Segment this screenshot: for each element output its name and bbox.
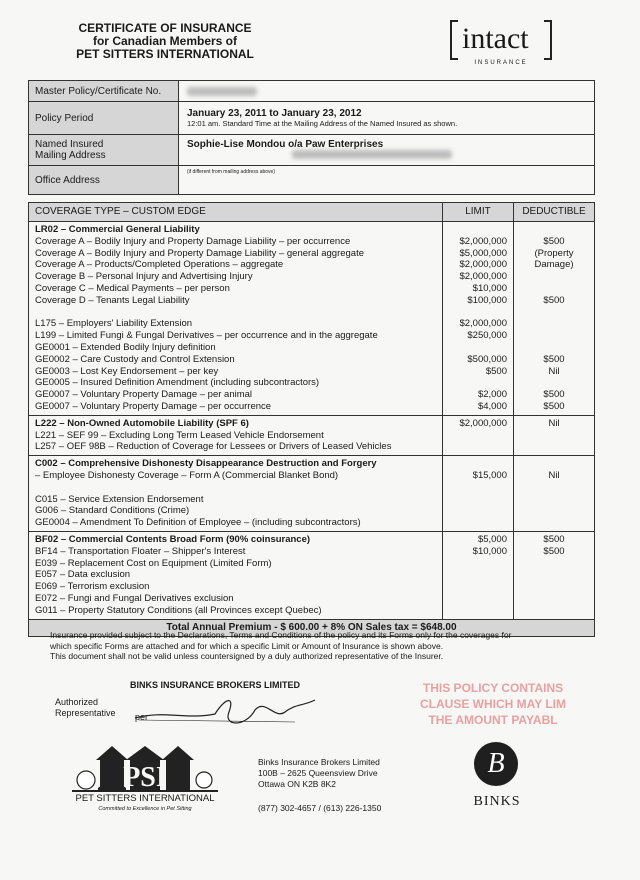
broker-address: Binks Insurance Brokers Limited 100B – 2625 Queensview Drive Ottawa ON K2B 8K2 <box>258 757 380 789</box>
binks-monogram: B <box>474 742 518 786</box>
coverage-limit: $2,000,000 <box>459 417 507 429</box>
coverage-line: GE0004 – Amendment To Definition of Employee – (including subcontractors) <box>35 517 361 529</box>
coverage-limit <box>443 224 513 236</box>
title-line-3: PET SITTERS INTERNATIONAL <box>76 47 254 61</box>
coverage-limit <box>443 430 513 442</box>
coverage-limit: $2,000,000 <box>459 235 507 247</box>
coverage-deductible <box>514 458 594 470</box>
coverage-limit <box>443 458 513 470</box>
coverage-line: GE0005 – Insured Definition Amendment (including subcontractors) <box>35 377 320 389</box>
redacted-mailing-address <box>292 150 452 159</box>
coverage-line <box>35 482 442 494</box>
intact-logo-word: intact <box>462 22 529 55</box>
coverage-deductible <box>514 283 594 295</box>
psi-tagline: Committed to Excellence in Pet Sitting <box>98 806 192 812</box>
coverage-limit <box>443 482 513 494</box>
coverage-deductible: $500 <box>543 545 565 557</box>
coverage-line: LR02 – Commercial General Liability <box>35 224 200 235</box>
fine-print <box>50 630 595 662</box>
coverage-deductible <box>514 558 594 570</box>
title-line-1: CERTIFICATE OF INSURANCE <box>78 21 252 35</box>
coverage-deductible <box>514 494 594 506</box>
coverage-deductible: Damage) <box>534 259 574 271</box>
coverage-deductible <box>514 593 594 605</box>
total-premium: Total Annual Premium - $ 600.00 + 8% ON Sales tax = $648.00 <box>29 620 594 636</box>
coverage-section-auto <box>29 416 594 456</box>
coverage-line: G011 – Property Statutory Conditions (all Provinces except Quebec) <box>35 604 322 616</box>
coverage-line: C002 – Comprehensive Dishonesty Disappearance Destruction and Forgery <box>35 458 377 470</box>
coverage-limit <box>443 377 513 389</box>
coverage-line: GE0002 – Care Custody and Control Extension <box>35 353 235 365</box>
coverage-line: Coverage A – Bodily Injury and Property Damage Liability – per occurrence <box>35 235 351 247</box>
coverage-deductible: $500 <box>543 533 565 545</box>
coverage-limit <box>443 517 513 529</box>
office-address-label: Office Address <box>29 166 179 194</box>
coverage-limit <box>443 494 513 506</box>
named-insured-label: Named Insured <box>35 139 104 150</box>
coverage-limit <box>443 569 513 581</box>
coverage-deductible <box>514 482 594 494</box>
coverage-type-header: COVERAGE TYPE – CUSTOM EDGE <box>29 203 443 221</box>
coverage-deductible <box>514 377 594 389</box>
coverage-limit: $5,000,000 <box>459 247 507 259</box>
pet-sitters-international-logo <box>70 738 220 828</box>
coverage-deductible <box>514 430 594 442</box>
coverage-deductible: Nil <box>548 365 560 377</box>
coverage-line: E039 – Replacement Cost on Equipment (Limited Form) <box>35 557 272 569</box>
coverage-limit <box>443 505 513 517</box>
title-line-2: for Canadian Members of <box>92 34 238 48</box>
mailing-address-label: Mailing Address <box>35 150 106 161</box>
coverage-line: Coverage A – Products/Completed Operations – aggregate <box>35 259 284 271</box>
coverage-deductible <box>514 271 594 283</box>
coverage-limit: $10,000 <box>472 282 507 294</box>
coverage-line: GE0001 – Extended Bodily Injury definition <box>35 341 216 353</box>
coverage-limit <box>443 605 513 617</box>
coverage-limit: $500,000 <box>467 353 507 365</box>
certificate-title <box>60 22 270 61</box>
coverage-limit <box>443 441 513 453</box>
policy-period-note: 12:01 am. Standard Time at the Mailing Address of the Named Insured as shown. <box>187 119 458 128</box>
coverage-limit <box>443 581 513 593</box>
redacted-policy-number <box>187 87 257 96</box>
office-address-note: (if different from mailing address above) <box>187 169 276 175</box>
coverage-line: L221 – SEF 99 – Excluding Long Term Leased Vehicle Endorsement <box>35 429 324 441</box>
binks-wordmark: BINKS <box>473 794 521 809</box>
coverage-deductible <box>514 517 594 529</box>
coverage-section-general-liability <box>29 222 594 416</box>
coverage-line: L222 – Non-Owned Automobile Liability (SPF 6) <box>35 417 249 429</box>
policy-period-label: Policy Period <box>29 102 179 134</box>
coverage-limit <box>443 307 513 319</box>
coverage-deductible: Nil <box>548 417 560 429</box>
coverage-line: L257 – OEF 98B – Reduction of Coverage for Lessees or Drivers of Leased Vehicles <box>35 441 392 453</box>
coverage-deductible: $500 <box>543 389 565 401</box>
coverage-line: Coverage C – Medical Payments – per person <box>35 282 230 294</box>
fine-print-line: This document shall not be valid unless countersigned by a duly authorized representative of the Insurer. <box>50 651 444 661</box>
coverage-line: C015 – Service Extension Endorsement <box>35 493 204 505</box>
coverage-deductible <box>514 224 594 236</box>
coverage-limit: $2,000,000 <box>459 271 507 283</box>
coverage-limit: $10,000 <box>472 545 507 557</box>
coverage-deductible: $500 <box>543 353 565 365</box>
coverage-deductible <box>514 330 594 342</box>
policy-period-value: January 23, 2011 to January 23, 2012 <box>187 108 362 119</box>
coverage-line: Coverage D – Tenants Legal Liability <box>35 294 190 306</box>
coverage-line: Coverage A – Bodily Injury and Property Damage Liability – general aggregate <box>35 247 365 259</box>
coverage-deductible <box>514 505 594 517</box>
coverage-limit: $15,000 <box>472 469 507 481</box>
coverage-line: L175 – Employers' Liability Extension <box>35 318 193 330</box>
coverage-limit <box>443 558 513 570</box>
coverage-limit: $100,000 <box>467 294 507 306</box>
coverage-line: GE0003 – Lost Key Endorsement – per key <box>35 365 219 377</box>
coverage-deductible <box>514 441 594 453</box>
coverage-limit: $2,000,000 <box>459 259 507 271</box>
coverage-table <box>28 202 595 637</box>
coverage-line: L199 – Limited Fungi & Fungal Derivatives – per occurrence and in the aggregate <box>35 330 378 342</box>
policy-info-table <box>28 80 595 195</box>
coverage-limit: $2,000,000 <box>459 318 507 330</box>
coverage-header <box>29 203 594 222</box>
coverage-section-contents <box>29 532 594 620</box>
coverage-line <box>35 307 442 319</box>
coverage-line: GE0007 – Voluntary Property Damage – per animal <box>35 389 253 401</box>
coverage-line: – Employee Dishonesty Coverage – Form A (Commercial Blanket Bond) <box>35 469 339 481</box>
coverage-deductible <box>514 342 594 354</box>
coverage-deductible: $500 <box>543 400 565 412</box>
master-policy-label: Master Policy/Certificate No. <box>29 81 179 101</box>
coverage-limit: $5,000 <box>477 533 507 545</box>
coverage-deductible: $500 <box>543 294 565 306</box>
coverage-deductible <box>514 605 594 617</box>
coverage-section-dishonesty <box>29 456 594 532</box>
coverage-line: GE0007 – Voluntary Property Damage – per occurrence <box>35 400 272 412</box>
coverage-limit: $250,000 <box>467 330 507 342</box>
coverage-deductible: $500 <box>543 235 565 247</box>
coverage-limit: $4,000 <box>477 400 507 412</box>
deductible-header: DEDUCTIBLE <box>522 206 586 217</box>
coverage-limit <box>443 593 513 605</box>
limit-header: LIMIT <box>443 203 514 221</box>
broker-name-stamp: BINKS INSURANCE BROKERS LIMITED <box>130 680 301 690</box>
fine-print-line: Insurance provided subject to the Declarations, Terms and Conditions of the policy and its Forms only for the coverages for <box>50 630 512 640</box>
coverage-line: Coverage B – Personal Injury and Advertising Injury <box>35 271 253 283</box>
coverage-line: E057 – Data exclusion <box>35 569 131 581</box>
coverage-line: BF02 – Commercial Contents Broad Form (90% coinsurance) <box>35 533 311 545</box>
coverage-limit: $500 <box>485 365 507 377</box>
policy-period-row <box>29 102 594 135</box>
coverage-deductible <box>514 318 594 330</box>
coverage-line: BF14 – Transportation Floater – Shipper's Interest <box>35 545 246 557</box>
authorized-representative-label: Authorized Representative <box>55 697 116 718</box>
psi-name: PET SITTERS INTERNATIONAL <box>72 790 218 804</box>
master-policy-row <box>29 81 594 102</box>
coverage-deductible <box>514 307 594 319</box>
coverage-deductible: Nil <box>548 469 560 481</box>
coverage-line: E069 – Terrorism exclusion <box>35 581 150 593</box>
named-insured-value: Sophie-Lise Mondou o/a Paw Enterprises <box>187 138 384 150</box>
policy-clause-stamp: THIS POLICY CONTAINS CLAUSE WHICH MAY LIM THE AMOUNT PAYABL <box>420 681 567 727</box>
named-insured-row <box>29 135 594 166</box>
coverage-deductible <box>514 569 594 581</box>
intact-logo-sub: INSURANCE <box>474 60 528 66</box>
coverage-limit: $2,000 <box>477 389 507 401</box>
fine-print-line: which specific Forms are attached and for which a specific Limit or Amount of Insurance is shown above. <box>50 640 444 651</box>
psi-logo-letters: PSI <box>123 762 167 793</box>
coverage-line: E072 – Fungi and Fungal Derivatives exclusion <box>35 592 234 604</box>
office-address-row <box>29 166 594 194</box>
coverage-limit <box>443 342 513 354</box>
coverage-deductible: (Property <box>534 247 574 259</box>
per-label: per <box>135 712 149 722</box>
coverage-line: G006 – Standard Conditions (Crime) <box>35 505 190 517</box>
signature-scribble <box>125 690 325 730</box>
coverage-deductible <box>514 581 594 593</box>
broker-phone: (877) 302-4657 / (613) 226-1350 <box>258 803 382 813</box>
intact-logo <box>448 18 554 72</box>
